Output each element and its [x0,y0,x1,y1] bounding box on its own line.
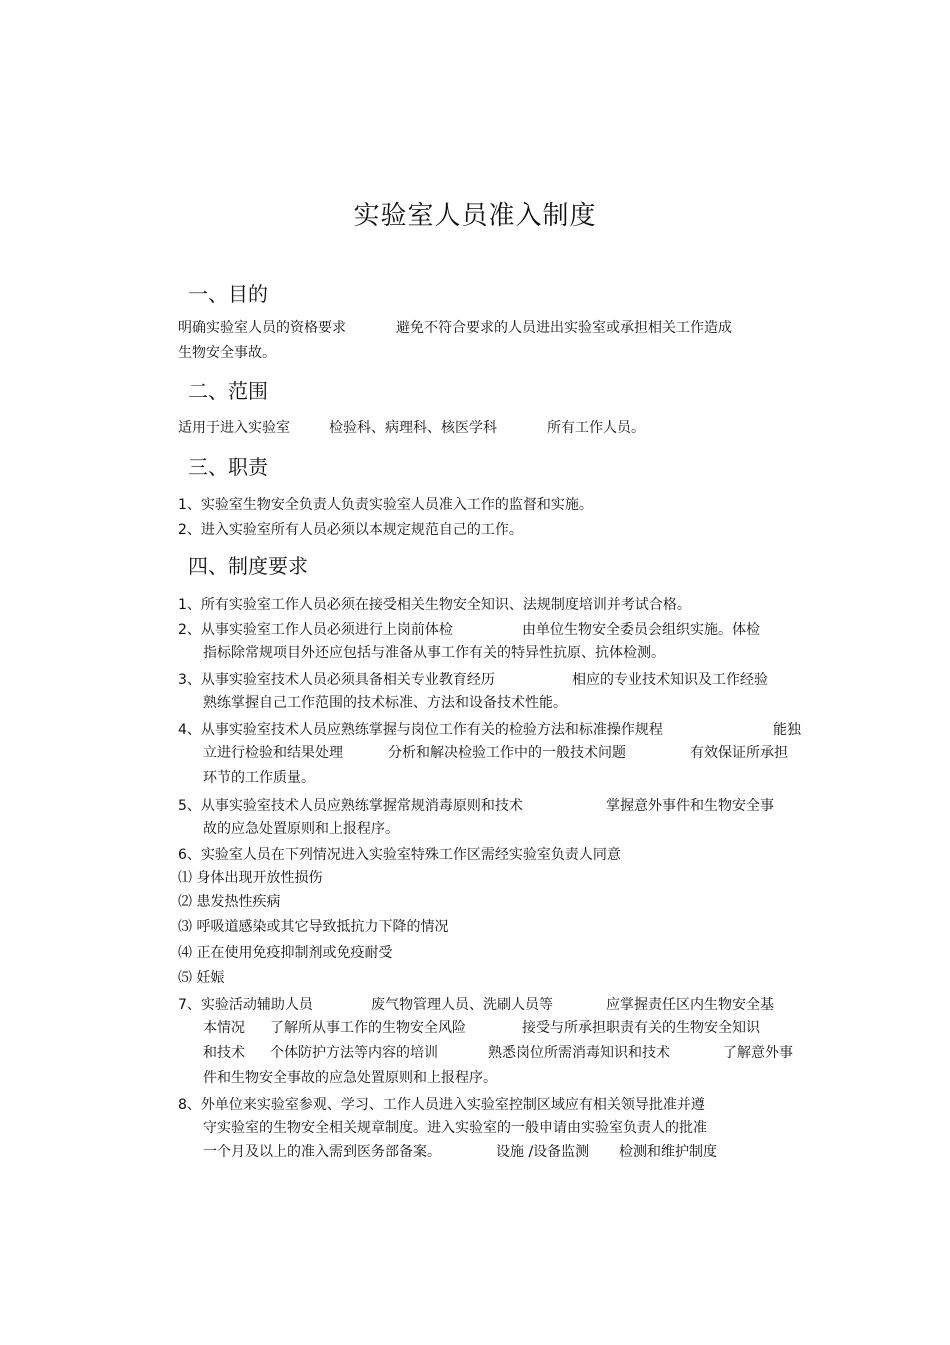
list-item-text: 故的应急处置原则和上报程序。 [203,821,399,837]
section-heading-scope: 二、范围 [188,379,268,403]
document-title: 实验室人员准入制度 [353,201,597,231]
list-item-text: 熟悉岗位所需消毒知识和技术 [488,1045,670,1061]
list-item-text: 能独 [773,722,801,738]
sub-list-item: ⑶ 呼吸道感染或其它导致抵抗力下降的情况 [178,919,449,935]
list-item-text: 废气物管理人员、洗刷人员等 [371,997,553,1013]
list-item: 2、进入实验室所有人员必须以本规定规范自己的工作。 [178,522,523,538]
list-item-text: 应掌握责任区内生物安全基 [606,997,774,1013]
list-item: 6、实验室人员在下列情况进入实验室特殊工作区需经实验室负责人同意 [178,847,621,863]
list-item-text: 一个月及以上的准入需到医务部备案。 [203,1144,441,1160]
list-item-text: 检测和维护制度 [619,1144,717,1160]
list-item-text: 由单位生物安全委员会组织实施。体检 [522,622,760,638]
sub-list-item: ⑴ 身体出现开放性损伤 [178,870,323,886]
list-item: 5、从事实验室技术人员应熟练掌握常规消毒原则和技术 [178,798,523,814]
list-item-text: 接受与所承担职责有关的生物安全知识 [522,1020,760,1036]
list-item-text: 掌握意外事件和生物安全事 [606,798,774,814]
list-item: 2、从事实验室工作人员必须进行上岗前体检 [178,622,453,638]
list-item-text: 相应的专业技术知识及工作经验 [572,672,768,688]
list-item-text: 守实验室的生物安全相关规章制度。进入实验室的一般申请由实验室负责人的批准 [203,1120,707,1136]
list-item-text: 和技术 [203,1045,245,1061]
list-item-text: 环节的工作质量。 [203,770,315,786]
list-item: 8、外单位来实验室参观、学习、工作人员进入实验室控制区域应有相关领导批准并遵 [178,1097,705,1113]
list-item: 3、从事实验室技术人员必须具备相关专业教育经历 [178,672,495,688]
list-item: 1、所有实验室工作人员必须在接受相关生物安全知识、法规制度培训并考试合格。 [178,597,691,613]
list-item: 1、实验室生物安全负责人负责实验室人员准入工作的监督和实施。 [178,497,593,513]
section-heading-requirements: 四、制度要求 [188,554,308,578]
list-item-text: 设施 /设备监测 [496,1144,590,1160]
paragraph-text: 适用于进入实验室 [178,420,290,436]
paragraph-text: 生物安全事故。 [178,345,276,361]
list-item-text: 有效保证所承担 [690,745,788,761]
sub-list-item: ⑵ 患发热性疾病 [178,894,281,910]
list-item-text: 件和生物安全事故的应急处置原则和上报程序。 [203,1070,497,1086]
list-item-text: 本情况 [203,1020,245,1036]
sub-list-item: ⑸ 妊娠 [178,970,225,986]
list-item-text: 了解意外事 [723,1045,793,1061]
paragraph-text: 明确实验室人员的资格要求 [178,320,346,336]
list-item: 7、实验活动辅助人员 [178,997,313,1013]
paragraph-text: 所有工作人员。 [547,420,645,436]
sub-list-item: ⑷ 正在使用免疫抑制剂或免疫耐受 [178,945,393,961]
list-item-text: 个体防护方法等内容的培训 [270,1045,438,1061]
paragraph-text: 避免不符合要求的人员进出实验室或承担相关工作造成 [396,320,732,336]
list-item-text: 了解所从事工作的生物安全风险 [270,1020,466,1036]
list-item: 4、从事实验室技术人员应熟练掌握与岗位工作有关的检验方法和标准操作规程 [178,722,663,738]
list-item-text: 指标除常规项目外还应包括与准备从事工作有关的特异性抗原、抗体检测。 [203,645,665,661]
list-item-text: 熟练掌握自己工作范围的技术标准、方法和设备技术性能。 [203,695,567,711]
section-heading-duties: 三、职责 [188,455,268,479]
paragraph-text: 检验科、病理科、核医学科 [329,420,497,436]
list-item-text: 分析和解决检验工作中的一般技术问题 [388,745,626,761]
section-heading-purpose: 一、目的 [188,282,268,306]
list-item-text: 立进行检验和结果处理 [203,745,343,761]
